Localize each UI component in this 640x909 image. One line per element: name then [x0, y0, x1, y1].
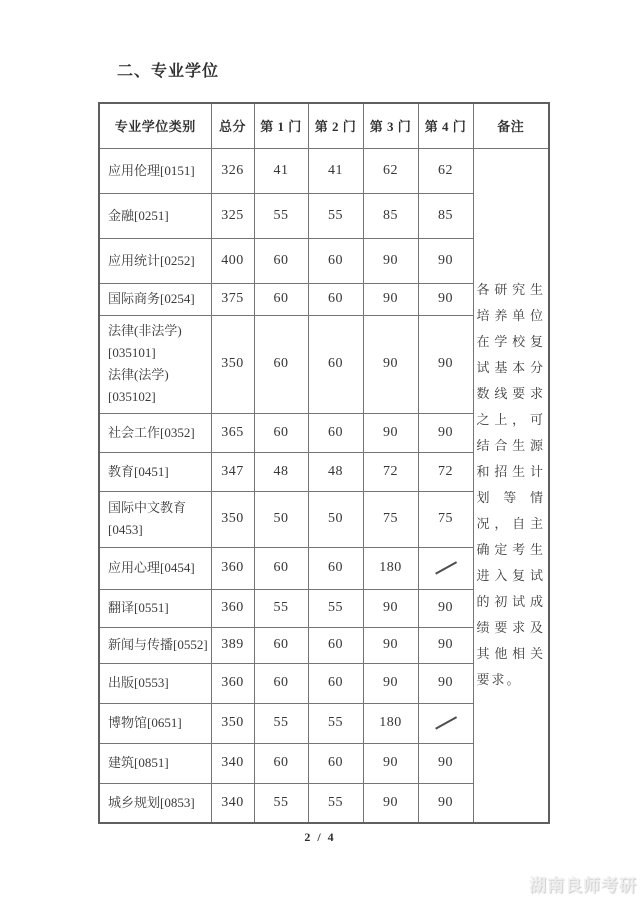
score-cell-s2: 48	[308, 452, 363, 491]
column-header-3: 第 2 门	[308, 103, 363, 148]
score-cell-s1: 55	[254, 193, 308, 238]
score-cell-total: 350	[211, 491, 254, 547]
degree-category-cell	[99, 627, 211, 663]
degree-category-cell	[99, 491, 211, 547]
remark-text: 各研究生培养单位在学校复试基本分数线要求之上，可结合生源和招生计划等情况，自主确定考生进入复试的初试成绩要求及其他相关要求。	[476, 282, 545, 688]
score-cell-s4: 62	[418, 148, 473, 193]
score-cell-s4: 90	[418, 627, 473, 663]
degree-category-cell	[99, 283, 211, 315]
degree-category-line: 社会工作[0352]	[108, 424, 195, 440]
score-cell-s4: 90	[418, 315, 473, 413]
remark-cell	[473, 148, 549, 823]
section-title: 二、专业学位	[117, 63, 220, 80]
score-cell-s4: 90	[418, 663, 473, 703]
score-cell-total: 340	[211, 743, 254, 783]
score-cell-s2: 60	[308, 315, 363, 413]
score-cell-total: 350	[211, 315, 254, 413]
score-cell-s3: 90	[363, 743, 418, 783]
score-cell-s3: 72	[363, 452, 418, 491]
degree-category-line: 国际商务[0254]	[108, 291, 195, 306]
degree-category-line: 国际中文教育	[108, 500, 187, 515]
score-cell-total: 360	[211, 663, 254, 703]
score-cell-total: 350	[211, 703, 254, 743]
degree-category-cell	[99, 589, 211, 627]
score-cell-s3: 75	[363, 491, 418, 547]
score-cell-s3: 90	[363, 627, 418, 663]
degree-category-cell	[99, 413, 211, 452]
score-cell-total: 365	[211, 413, 254, 452]
score-cell-s4: 85	[418, 193, 473, 238]
score-cell-s1: 60	[254, 283, 308, 315]
degree-category-line: 应用统计[0252]	[108, 252, 195, 268]
score-cell-s1: 60	[254, 413, 308, 452]
score-cell-s2: 60	[308, 663, 363, 703]
score-cell-total: 360	[211, 547, 254, 589]
degree-category-line: 出版[0553]	[108, 675, 169, 690]
column-header-6: 备注	[473, 103, 549, 148]
score-table	[98, 102, 550, 824]
score-cell-s3: 90	[363, 413, 418, 452]
score-cell-s2: 60	[308, 283, 363, 315]
slash-mark	[435, 561, 457, 574]
score-cell-s1: 48	[254, 452, 308, 491]
degree-category-line: [035102]	[108, 389, 156, 404]
degree-category-cell	[99, 783, 211, 823]
score-cell-s3: 90	[363, 663, 418, 703]
degree-category-line: 城乡规划[0853]	[108, 794, 195, 810]
score-cell-s4: 90	[418, 413, 473, 452]
score-cell-s4: 90	[418, 589, 473, 627]
score-table-container	[98, 102, 550, 824]
score-cell-s4	[418, 703, 473, 743]
score-cell-s2: 55	[308, 703, 363, 743]
degree-category-line: 建筑[0851]	[108, 755, 169, 770]
table-row	[99, 148, 549, 193]
score-cell-s2: 60	[308, 547, 363, 589]
degree-category-line: 应用心理[0454]	[108, 560, 195, 575]
score-cell-s1: 60	[254, 315, 308, 413]
table-header-row	[99, 103, 549, 148]
score-cell-s3: 85	[363, 193, 418, 238]
degree-category-line: [0453]	[108, 522, 143, 537]
score-cell-s3: 62	[363, 148, 418, 193]
page-number: 2 / 4	[304, 830, 336, 844]
score-cell-s1: 60	[254, 743, 308, 783]
score-cell-s4: 90	[418, 238, 473, 283]
degree-category-cell	[99, 452, 211, 491]
column-header-0: 专业学位类别	[99, 103, 211, 148]
degree-category-cell	[99, 703, 211, 743]
score-cell-s4: 75	[418, 491, 473, 547]
score-cell-s1: 55	[254, 703, 308, 743]
score-cell-s3: 90	[363, 283, 418, 315]
column-header-1: 总分	[211, 103, 254, 148]
score-table-body	[99, 148, 549, 823]
column-header-4: 第 3 门	[363, 103, 418, 148]
score-cell-s3: 180	[363, 547, 418, 589]
score-cell-total: 340	[211, 783, 254, 823]
score-cell-s1: 50	[254, 491, 308, 547]
degree-category-line: 法律(法学)	[108, 367, 169, 382]
score-cell-total: 400	[211, 238, 254, 283]
degree-category-cell	[99, 193, 211, 238]
degree-category-cell	[99, 238, 211, 283]
score-cell-s1: 41	[254, 148, 308, 193]
score-cell-s2: 55	[308, 589, 363, 627]
score-cell-s2: 50	[308, 491, 363, 547]
degree-category-cell	[99, 547, 211, 589]
score-cell-s4: 90	[418, 743, 473, 783]
score-cell-s2: 55	[308, 193, 363, 238]
degree-category-line: 新闻与传播[0552]	[108, 637, 208, 652]
slash-mark	[435, 716, 457, 729]
score-cell-s2: 55	[308, 783, 363, 823]
score-cell-s4: 72	[418, 452, 473, 491]
score-cell-s3: 90	[363, 589, 418, 627]
degree-category-cell	[99, 663, 211, 703]
score-cell-s2: 60	[308, 743, 363, 783]
score-cell-s1: 55	[254, 783, 308, 823]
degree-category-line: 博物馆[0651]	[108, 715, 182, 730]
score-cell-s3: 90	[363, 783, 418, 823]
degree-category-cell	[99, 743, 211, 783]
degree-category-line: [035101]	[108, 345, 156, 360]
score-cell-s2: 41	[308, 148, 363, 193]
score-cell-total: 360	[211, 589, 254, 627]
degree-category-line: 翻译[0551]	[108, 600, 169, 615]
score-cell-total: 347	[211, 452, 254, 491]
degree-category-line: 应用伦理[0151]	[108, 162, 195, 178]
score-cell-s1: 60	[254, 238, 308, 283]
degree-category-line: 法律(非法学)	[108, 323, 182, 338]
score-cell-s1: 60	[254, 547, 308, 589]
score-cell-total: 375	[211, 283, 254, 315]
score-cell-s3: 90	[363, 315, 418, 413]
column-header-2: 第 1 门	[254, 103, 308, 148]
score-cell-s1: 60	[254, 663, 308, 703]
degree-category-cell	[99, 315, 211, 413]
score-cell-total: 389	[211, 627, 254, 663]
score-cell-s4: 90	[418, 283, 473, 315]
score-cell-s2: 60	[308, 238, 363, 283]
score-cell-s2: 60	[308, 627, 363, 663]
column-header-5: 第 4 门	[418, 103, 473, 148]
score-cell-s3: 90	[363, 238, 418, 283]
score-cell-s3: 180	[363, 703, 418, 743]
degree-category-line: 金融[0251]	[108, 207, 169, 223]
degree-category-line: 教育[0451]	[108, 463, 169, 479]
score-cell-s4	[418, 547, 473, 589]
score-cell-s1: 55	[254, 589, 308, 627]
score-cell-s1: 60	[254, 627, 308, 663]
degree-category-cell	[99, 148, 211, 193]
score-cell-s2: 60	[308, 413, 363, 452]
score-cell-total: 326	[211, 148, 254, 193]
watermark-text: 湖南良师考研	[529, 876, 637, 895]
score-cell-total: 325	[211, 193, 254, 238]
score-cell-s4: 90	[418, 783, 473, 823]
